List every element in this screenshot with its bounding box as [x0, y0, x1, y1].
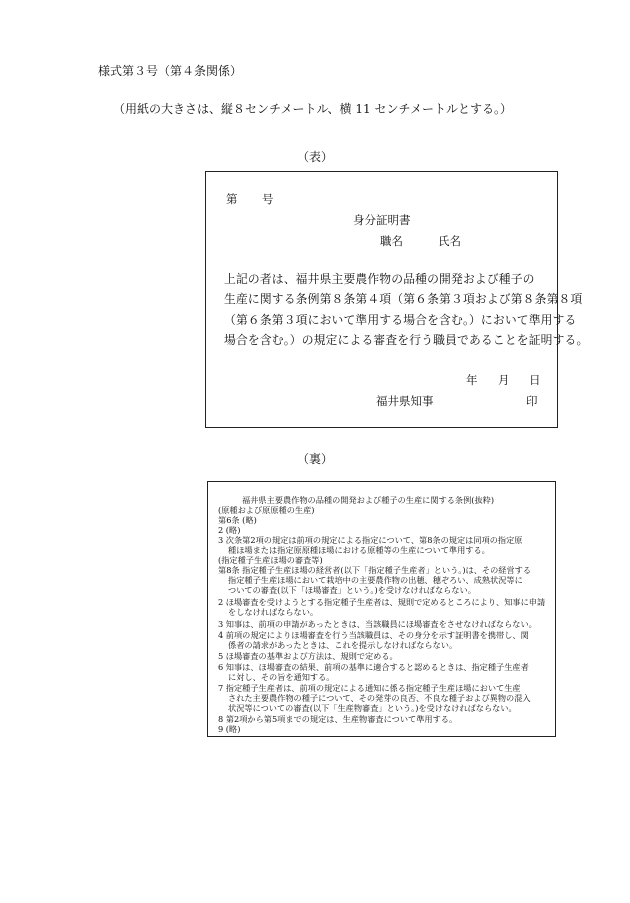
ordinance-line: 3 次条第2項の規定は前項の規定による指定について、第8条の規定は同項の指定原	[218, 535, 523, 545]
ordinance-line: 4 前項の規定によりほ場審査を行う当該職員は、その身分を示す証明書を携帯し、関	[218, 630, 529, 640]
ordinance-line: 7 指定種子生産者は、前項の規定による通知に係る指定種子生産ほ場において生産	[218, 683, 521, 693]
back-side-label: （裏）	[296, 452, 333, 466]
certificate-body-line: （第６条第３項において準用する場合を含む。）において準用する	[224, 313, 577, 327]
certificate-body-line: 場合を含む。）の規定による審査を行う職員であることを証明する。	[224, 333, 589, 347]
ordinance-line: 9 (略)	[218, 724, 241, 734]
ordinance-line: 2 (略)	[218, 525, 241, 535]
issuer-label: 福井県知事	[376, 394, 434, 408]
certificate-number-label: 第	[226, 192, 238, 206]
name-label: 氏名	[438, 234, 461, 248]
position-label: 職名	[380, 234, 403, 248]
ordinance-line: 8 第2項から第5項までの規定は、生産物審査について準用する。	[218, 714, 458, 724]
ordinance-line: された主要農作物の種子について、その発芽の良否、不良な種子および異物の混入	[228, 693, 531, 703]
ordinance-line: 係者の請求があったときは、これを提示しなければならない。	[228, 640, 458, 650]
ordinance-line: をしなければならない。	[228, 607, 319, 617]
ordinance-line: (原種および原原種の生産)	[218, 505, 315, 515]
ordinance-line: (指定種子生産ほ場の審査等)	[218, 555, 323, 565]
ordinance-line: 指定種子生産ほ場において栽培中の主要農作物の出穂、穂ぞろい、成熟状況等に	[228, 575, 523, 585]
date-day-label: 日	[529, 373, 541, 387]
ordinance-line: 5 ほ場審査の基準および方法は、規則で定める。	[218, 651, 398, 661]
ordinance-line: 6 知事は、ほ場審査の結果、前項の基準に適合すると認めるときは、指定種子生産者	[218, 662, 529, 672]
ordinance-line: 種ほ場または指定原原種ほ場における原種等の生産について準用する。	[228, 545, 490, 555]
date-year-label: 年	[466, 373, 478, 387]
paper-size-note: （用紙の大きさは、縦８センチメートル、横 11 センチメートルとする。）	[113, 102, 512, 116]
ordinance-line: に対し、その旨を通知する。	[228, 672, 335, 682]
ordinance-line: 2 ほ場審査を受けようとする指定種子生産者は、規則で定めるところにより、知事に申請	[218, 597, 546, 607]
ordinance-line: 第8条 指定種子生産ほ場の経営者(以下「指定種子生産者」という。)は、その経営する	[218, 565, 532, 575]
form-title: 様式第３号（第４条関係）	[98, 64, 243, 78]
certificate-body-line: 生産に関する条例第８条第４項（第６条第３項および第８条第８項	[224, 292, 583, 306]
certificate-title: 身分証明書	[353, 213, 411, 227]
ordinance-line: 状況等についての審査(以下「生産物審査」という。)を受けなければならない。	[228, 703, 517, 713]
seal-label: 印	[526, 394, 538, 408]
certificate-number-suffix: 号	[262, 192, 274, 206]
ordinance-line: ついての審査(以下「ほ場審査」という。)を受けなければならない。	[228, 585, 476, 595]
ordinance-line: 3 知事は、前項の申請があったときは、当該職員にほ場審査をさせなければならない。	[218, 619, 537, 629]
certificate-body-line: 上記の者は、福井県主要農作物の品種の開発および種子の	[224, 272, 535, 286]
front-side-label: （表）	[296, 150, 333, 164]
date-month-label: 月	[498, 373, 510, 387]
certificate-back-card	[207, 481, 556, 737]
ordinance-line: 第6条 (略)	[218, 515, 257, 525]
ordinance-excerpt-title: 福井県主要農作物の品種の開発および種子の生産に関する条例(抜粋)	[242, 495, 495, 505]
certificate-front-card	[205, 171, 589, 428]
